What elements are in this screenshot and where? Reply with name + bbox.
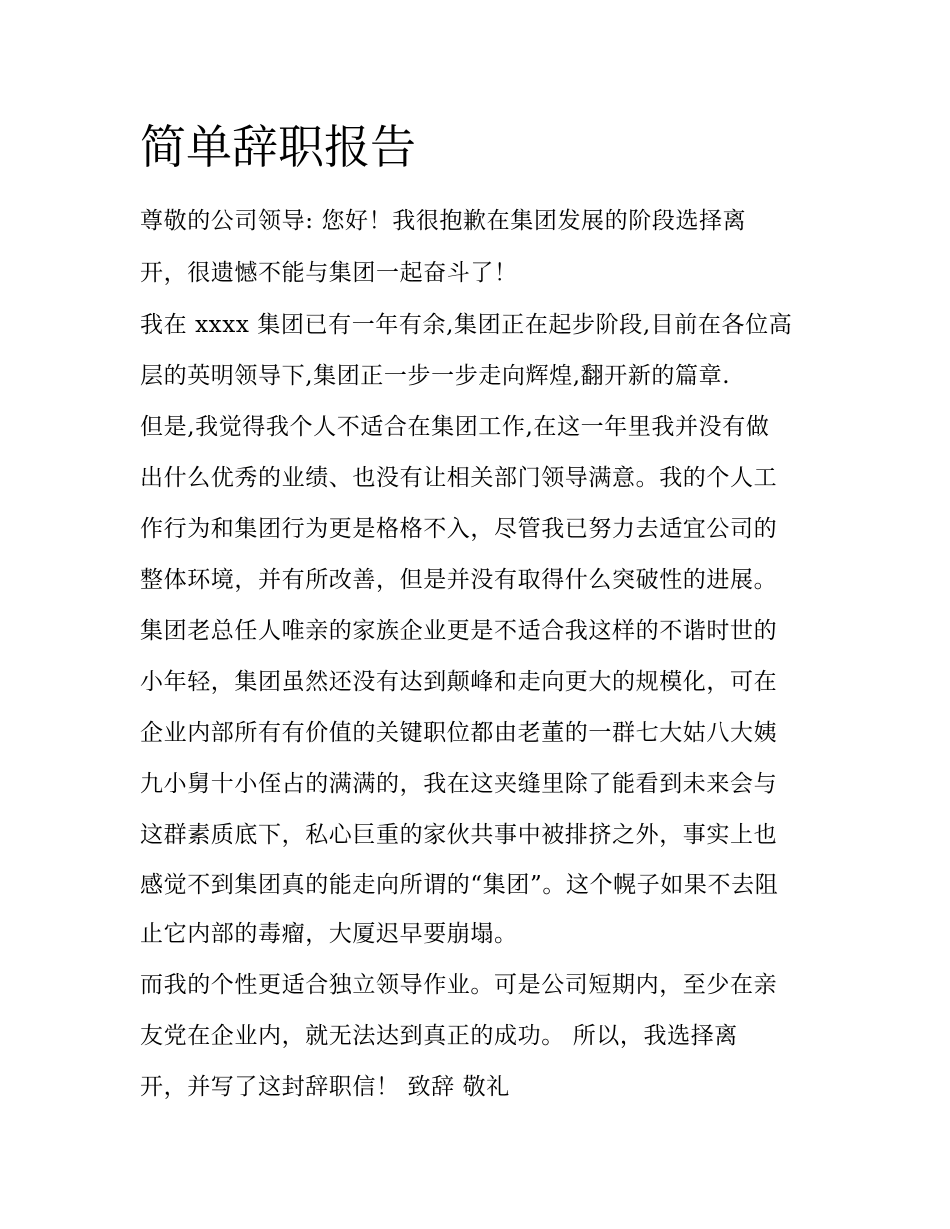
body-line: 尊敬的公司领导: 您好！我很抱歉在集团发展的阶段选择离 (140, 208, 747, 234)
body-line: 九小舅十小侄占的满满的，我在这夹缝里除了能看到未来会与 (140, 771, 778, 797)
document-title: 简单辞职报告 (140, 120, 416, 174)
body-line: 作行为和集团行为更是格格不入，尽管我已努力去适宜公司的 (140, 516, 778, 542)
body-line: 而我的个性更适合独立领导作业。可是公司短期内，至少在亲 (140, 972, 778, 998)
body-line: 我在 xxxx 集团已有一年有余,集团正在起步阶段,目前在各位高 (140, 312, 793, 338)
body-line: 感觉不到集团真的能走向所谓的“集团”。这个幌子如果不去阻 (140, 872, 779, 898)
body-line: 开，很遗憾不能与集团一起奋斗了！ (140, 260, 518, 286)
body-line: 止它内部的毒瘤，大厦迟早要崩塌。 (140, 921, 518, 947)
body-line: 小年轻，集团虽然还没有达到颠峰和走向更大的规模化，可在 (140, 669, 778, 695)
body-line: 集团老总任人唯亲的家族企业更是不适合我这样的不谐时世的 (140, 618, 778, 644)
body-line: 企业内部所有有价值的关键职位都由老董的一群七大姑八大姨 (140, 720, 778, 746)
body-line: 开，并写了这封辞职信！ 致辞 敬礼 (140, 1074, 510, 1100)
body-line: 这群素质底下，私心巨重的家伙共事中被排挤之外，事实上也 (140, 822, 778, 848)
body-line: 整体环境，并有所改善，但是并没有取得什么突破性的进展。 (140, 567, 778, 593)
body-line: 友党在企业内，就无法达到真正的成功。 所以，我选择离 (140, 1023, 738, 1049)
body-line: 层的英明领导下,集团正一步一步走向辉煌,翻开新的篇章. (140, 363, 731, 389)
body-line: 但是,我觉得我个人不适合在集团工作,在这一年里我并没有做 (140, 414, 770, 440)
body-line: 出什么优秀的业绩、也没有让相关部门领导满意。我的个人工 (140, 465, 778, 491)
